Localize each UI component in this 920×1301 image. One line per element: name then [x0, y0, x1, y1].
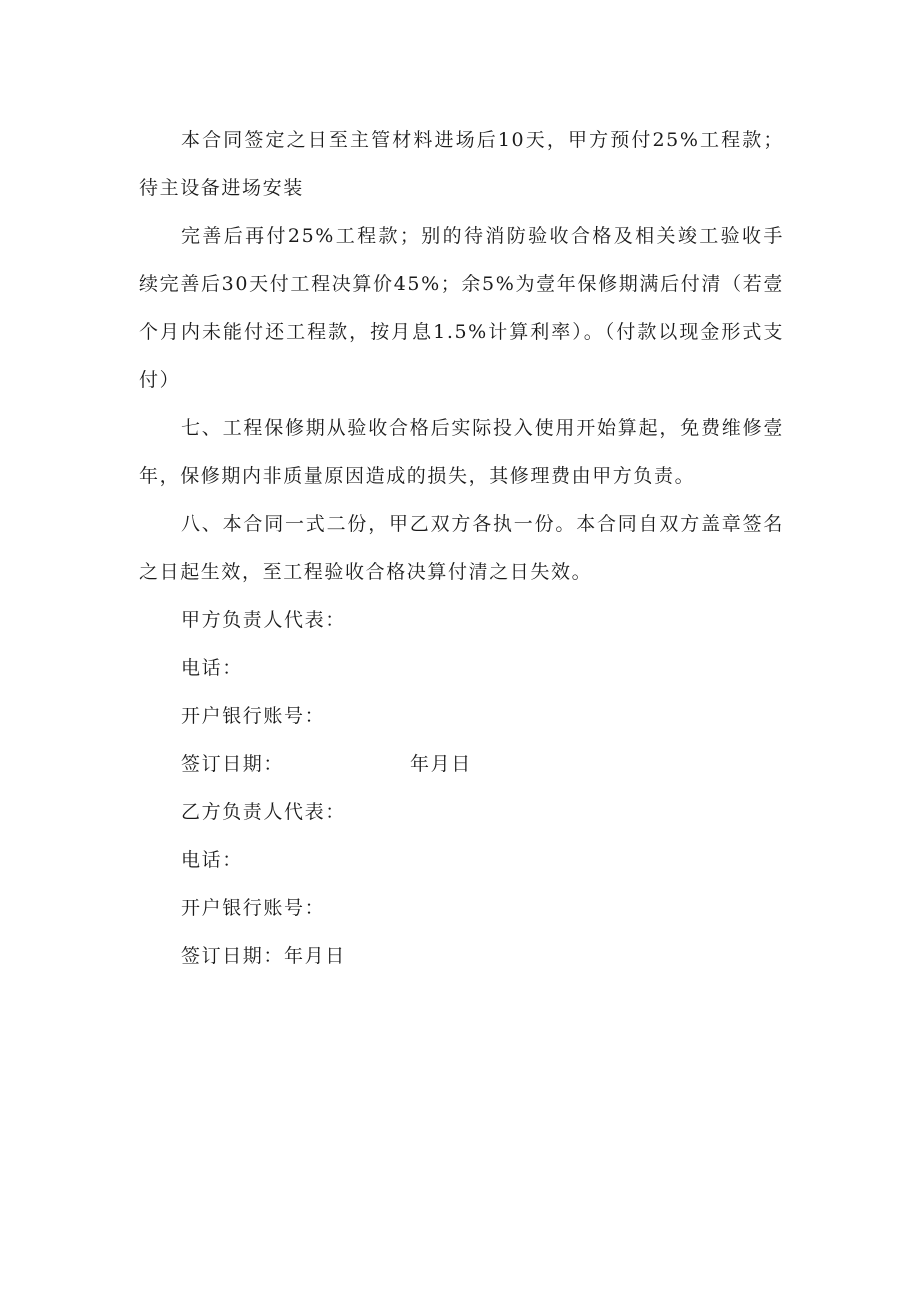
party-b-signature-block	[139, 788, 784, 980]
party-a-phone: 电话：	[181, 657, 243, 679]
party-b-bank-account: 开户银行账号：	[181, 897, 326, 919]
party-a-signature-block	[139, 596, 784, 788]
party-a-sign-date	[139, 740, 784, 788]
party-a-bank-account: 开户银行账号：	[181, 705, 326, 727]
party-b-representative: 乙方负责人代表：	[181, 801, 346, 823]
party-a-representative: 甲方负责人代表：	[181, 609, 346, 631]
party-b-sign-date: 签订日期：年月日	[181, 945, 346, 967]
party-a-sign-date-value: 年月日	[410, 753, 472, 775]
payment-clause-paragraph-2: 完善后再付25%工程款；别的待消防验收合格及相关竣工验收手续完善后30天付工程决算价45%；余5%为壹年保修期满后付清（若壹个月内未能付还工程款，按月息1.5%计算利率）。（付款以现金形式支付）	[139, 225, 784, 391]
warranty-clause-paragraph: 七、工程保修期从验收合格后实际投入使用开始算起，免费维修壹年，保修期内非质量原因造成的损失，其修理费由甲方负责。	[139, 417, 784, 487]
party-b-phone: 电话：	[181, 849, 243, 871]
copies-clause-paragraph: 八、本合同一式二份，甲乙双方各执一份。本合同自双方盖章签名之日起生效，至工程验收合格决算付清之日失效。	[139, 513, 784, 583]
payment-clause-paragraph-1: 本合同签定之日至主管材料进场后10天，甲方预付25%工程款；待主设备进场安装	[139, 129, 784, 199]
party-a-sign-date-label: 签订日期：	[181, 753, 285, 775]
